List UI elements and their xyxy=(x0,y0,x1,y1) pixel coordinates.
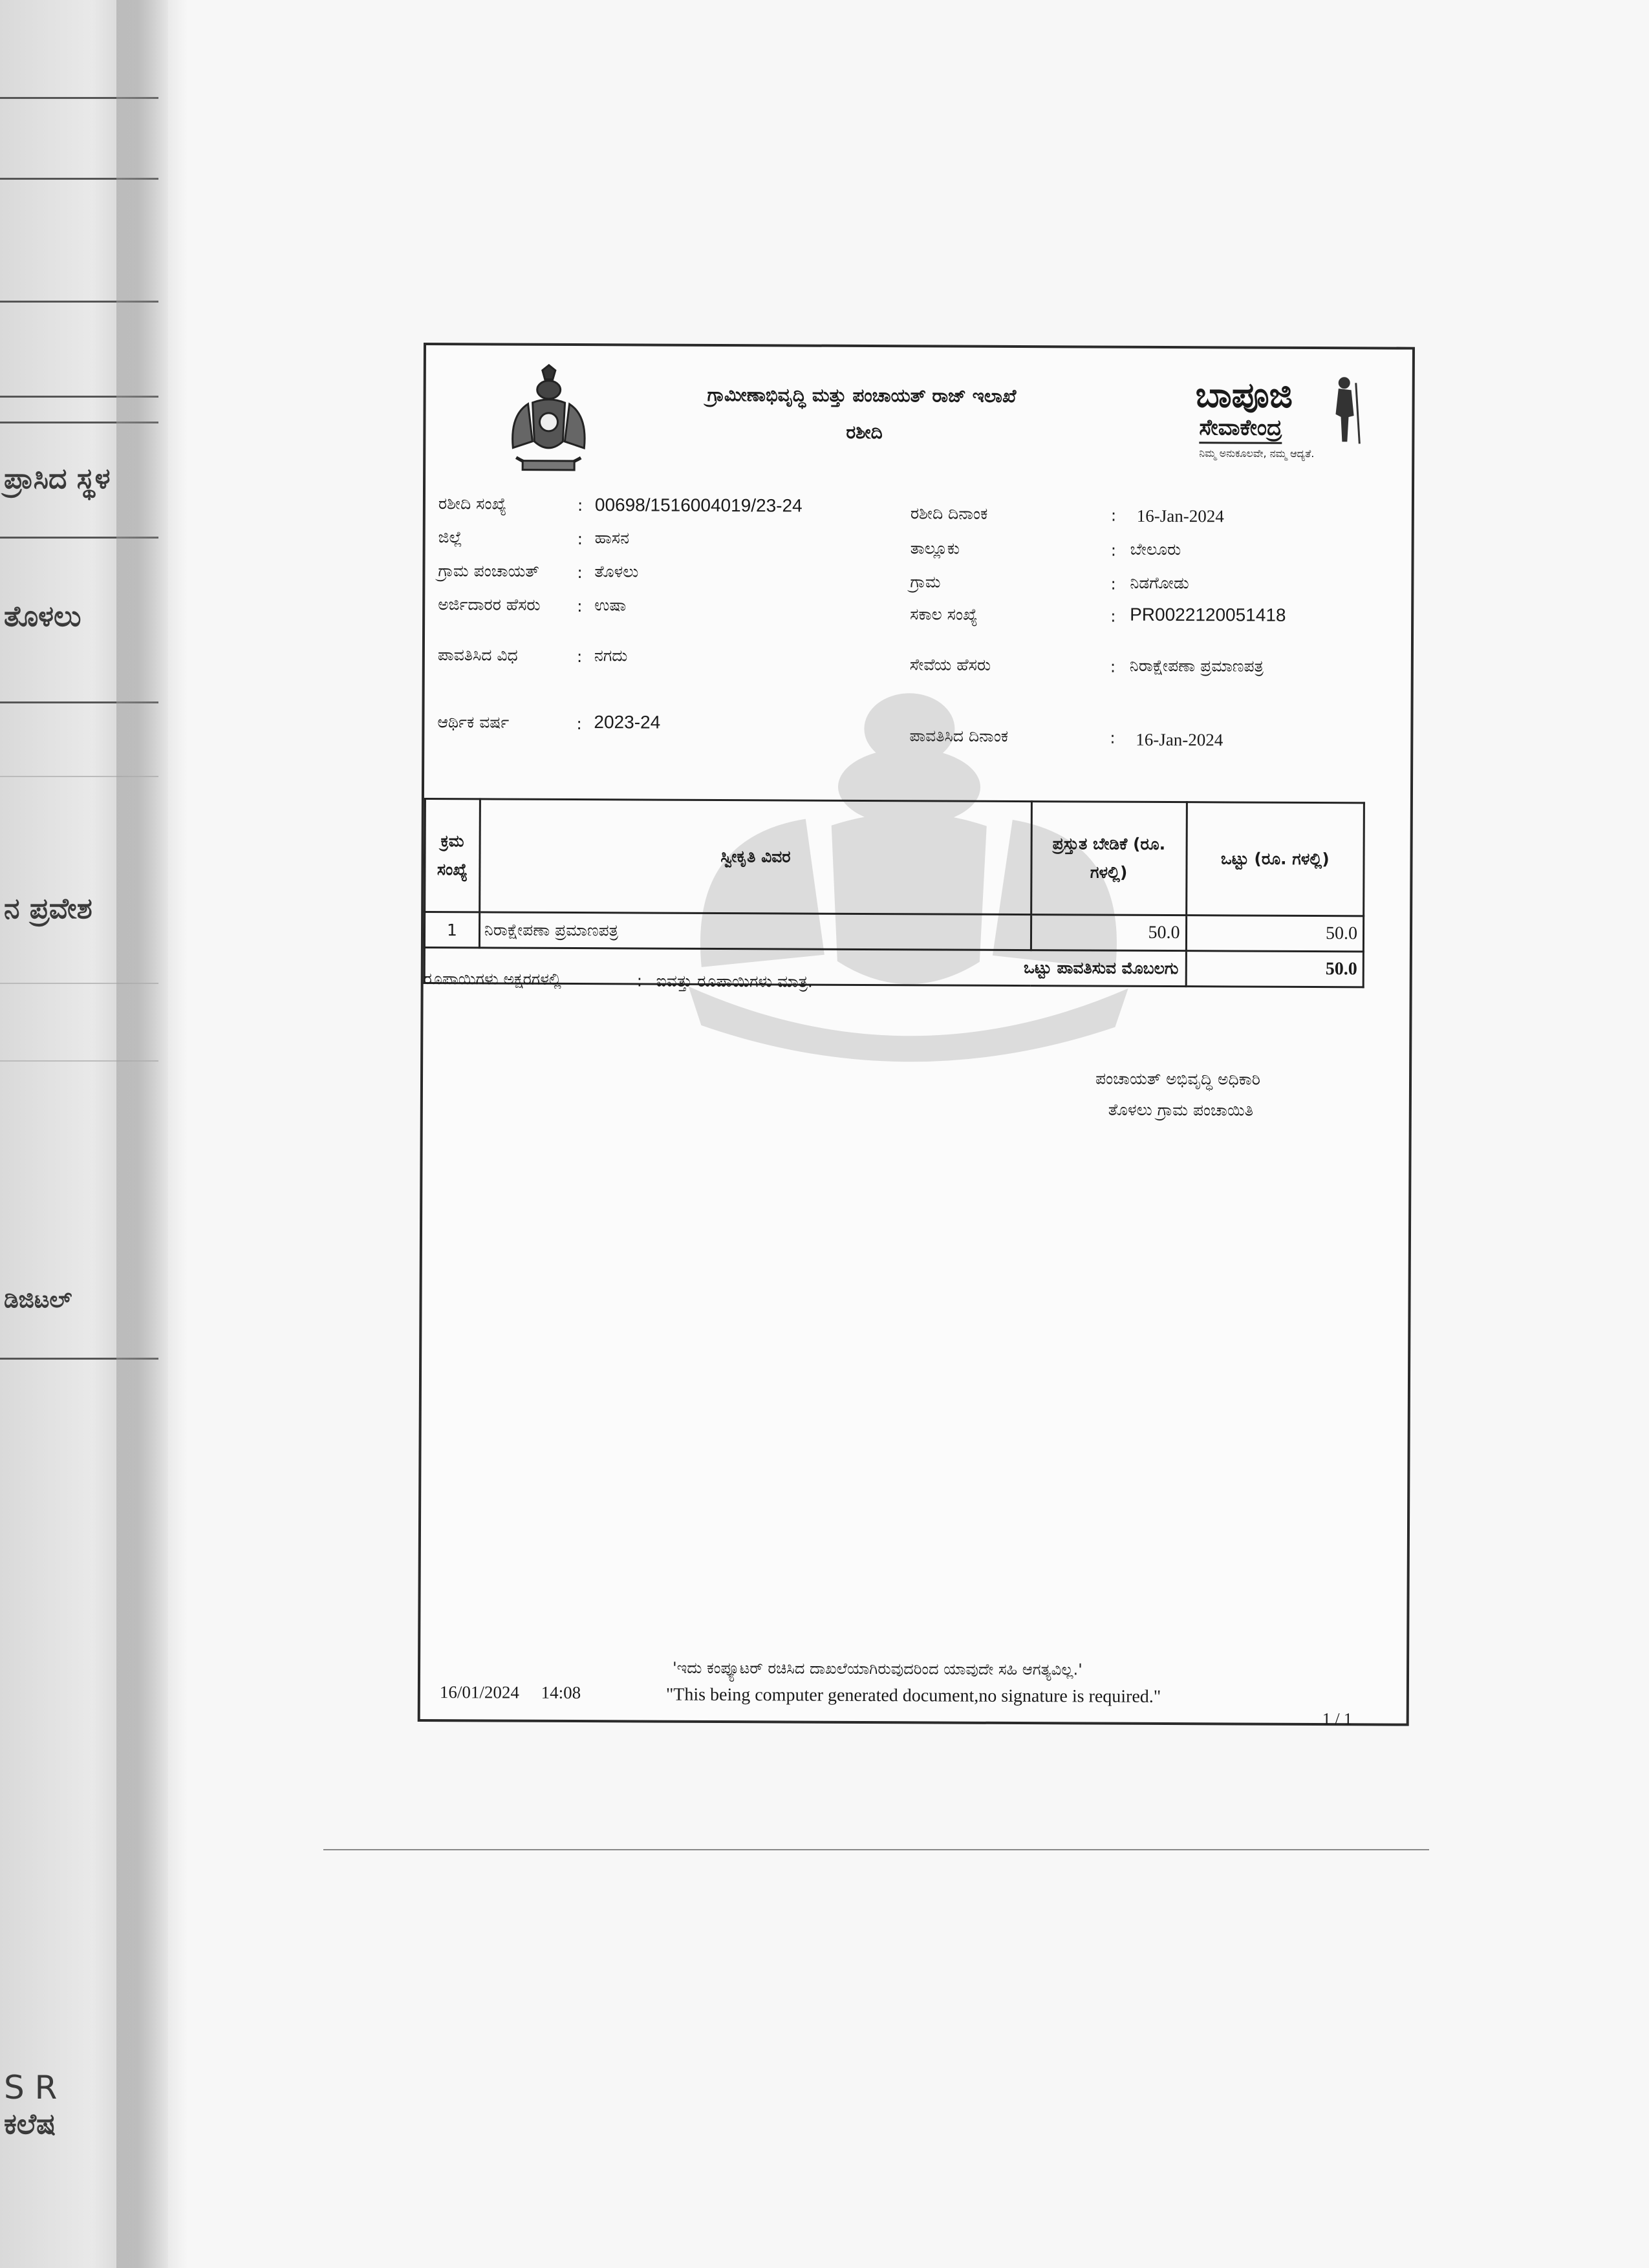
amount-words-value: ಐವತ್ತು ರೂಪಾಯಿಗಳು ಮಾತ್ರ. xyxy=(656,971,813,991)
gram-panchayat-value: ತೊಳಲು xyxy=(594,562,639,581)
logo-subtitle: ಸೇವಾಕೇಂದ್ರ xyxy=(1199,414,1282,444)
table-row xyxy=(424,912,1363,952)
colon: : xyxy=(1110,540,1117,560)
district-label: ಜಿಲ್ಲೆ xyxy=(438,528,462,547)
state-emblem-icon xyxy=(503,364,594,481)
bapuji-seva-kendra-logo xyxy=(1195,374,1364,459)
receipt-date-value: 16-Jan-2024 xyxy=(1136,506,1224,526)
grand-total-row xyxy=(424,948,1363,987)
serial-no-header: ಕ್ರಮ ಸಂಖ್ಯೆ xyxy=(425,799,480,912)
logo-tagline: ನಿಮ್ಮ ಅನುಕೂಲವೇ, ನಮ್ಮ ಆದ್ಯತೆ. xyxy=(1199,447,1315,460)
row-total: 50.0 xyxy=(1186,915,1364,952)
taluk-label: ತಾಲ್ಲೂಕು xyxy=(910,539,960,558)
colon: : xyxy=(1110,606,1116,626)
total-header: ಒಟ್ಟು (ರೂ. ಗಳಲ್ಲಿ) xyxy=(1186,802,1364,916)
receipt-document xyxy=(418,343,1415,1729)
village-label: ಗ್ರಾಮ xyxy=(910,572,941,592)
colon: : xyxy=(577,563,583,583)
receipt-items-table xyxy=(424,798,1365,988)
binding-fragment: ಪ್ರಾಸಿದ ಸ್ಥಳ xyxy=(4,462,111,495)
row-details: ನಿರಾಕ್ಷೇಪಣಾ ಪ್ರಮಾಣಪತ್ರ xyxy=(479,912,1031,950)
printed-timestamp: 16/01/2024 14:08 xyxy=(439,1682,581,1703)
row-demand: 50.0 xyxy=(1031,915,1186,951)
sakala-no-value: PR0022120051418 xyxy=(1130,604,1286,625)
receipt-no-value: 00698/1516004019/23-24 xyxy=(594,495,803,516)
colon: : xyxy=(1110,657,1116,676)
financial-year-label: ಆರ್ಥಿಕ ವರ್ಷ xyxy=(437,712,510,732)
colon: : xyxy=(576,714,582,734)
page-number: 1 / 1 xyxy=(1322,1709,1353,1729)
colon: : xyxy=(577,496,583,515)
amount-words-label: ರೂಪಾಯಿಗಳು ಅಕ್ಷರಗಳಲ್ಲಿ xyxy=(423,969,561,989)
page-divider-line xyxy=(323,1849,1429,1850)
paid-date-label: ಪಾವತಿಸಿದ ದಿನಾಂಕ xyxy=(909,726,1009,745)
colon: : xyxy=(577,597,583,616)
binding-fragment: ತೊಳಲು xyxy=(4,600,81,633)
receipt-date-label: ರಶೀದಿ ದಿನಾಂಕ xyxy=(910,504,988,523)
payment-mode-label: ಪಾವತಿಸಿದ ವಿಧ xyxy=(437,645,518,665)
signatory-title: ಪಂಚಾಯತ್ ಅಭಿವೃದ್ಧಿ ಅಧಿಕಾರಿ xyxy=(1095,1069,1261,1089)
colon: : xyxy=(576,647,583,667)
service-name-label: ಸೇವೆಯ ಹೆಸರು xyxy=(909,655,991,674)
colon: : xyxy=(1110,574,1116,594)
district-value: ಹಾಸನ xyxy=(594,528,630,548)
current-demand-header: ಪ್ರಸ್ತುತ ಬೇಡಿಕೆ (ರೂ. ಗಳಲ್ಲಿ) xyxy=(1031,802,1187,915)
binding-fragment: S R xyxy=(4,2069,58,2106)
service-name-value: ನಿರಾಕ್ಷೇಪಣಾ ಪ್ರಮಾಣಪತ್ರ xyxy=(1129,656,1264,676)
payment-mode-value: ನಗದು xyxy=(594,646,628,665)
receipt-details-header: ಸ್ವೀಕೃತಿ ವಿವರ xyxy=(480,799,1032,915)
colon: : xyxy=(636,971,643,990)
computer-generated-note-english: "This being computer generated document,no signature is required." xyxy=(665,1684,1161,1707)
binding-fragment: ಕಲೆಷ xyxy=(4,2108,56,2141)
taluk-value: ಬೇಲೂರು xyxy=(1130,539,1181,559)
signatory-office: ತೊಳಲು ಗ್ರಾಮ ಪಂಚಾಯಿತಿ xyxy=(1108,1100,1254,1120)
grand-total-value: 50.0 xyxy=(1186,951,1364,987)
applicant-value: ಉಷಾ xyxy=(594,595,627,615)
colon: : xyxy=(1110,506,1117,525)
receipt-title: ರಶೀದಿ xyxy=(846,421,883,444)
table-header-row xyxy=(425,799,1364,916)
sakala-no-label: ಸಕಾಲ ಸಂಖ್ಯೆ xyxy=(910,604,978,624)
paid-date-value: 16-Jan-2024 xyxy=(1136,729,1223,750)
spine-shadow xyxy=(116,0,188,2268)
logo-name: ಬಾಪೂಜಿ xyxy=(1195,374,1293,416)
receipt-no-label: ರಶೀದಿ ಸಂಖ್ಯೆ xyxy=(438,494,507,513)
gram-panchayat-label: ಗ್ರಾಮ ಪಂಚಾಯತ್ xyxy=(438,561,539,581)
applicant-label: ಅರ್ಜಿದಾರರ ಹೆಸರು xyxy=(438,595,541,614)
colon: : xyxy=(577,530,583,549)
gandhi-figure-icon xyxy=(1324,376,1363,446)
grand-total-label: ಒಟ್ಟು ಪಾವತಿಸುವ ಮೊಬಲಗು xyxy=(424,948,1186,987)
village-value: ನಿಡಗೋಡು xyxy=(1130,573,1189,593)
computer-generated-note-kannada: 'ಇದು ಕಂಪ್ಯೂಟರ್ ರಚಿಸಿದ ದಾಖಲೆಯಾಗಿರುವುದರಿಂದ ಯಾವುದೇ ಸಹಿ ಆಗತ್ಯವಿಲ್ಲ.' xyxy=(672,1658,1083,1679)
financial-year-value: 2023-24 xyxy=(594,712,661,733)
binding-fragment: ನ ಪ್ರವೇಶ xyxy=(4,892,92,925)
binding-fragment: ಡಿಜಿಟಲ್ xyxy=(4,1287,72,1313)
colon: : xyxy=(1110,728,1116,747)
department-title: ಗ್ರಾಮೀಣಾಭಿವೃದ್ಧಿ ಮತ್ತು ಪಂಚಾಯತ್ ರಾಜ್ ಇಲಾಖೆ xyxy=(707,383,1017,407)
row-serial: 1 xyxy=(424,912,479,948)
